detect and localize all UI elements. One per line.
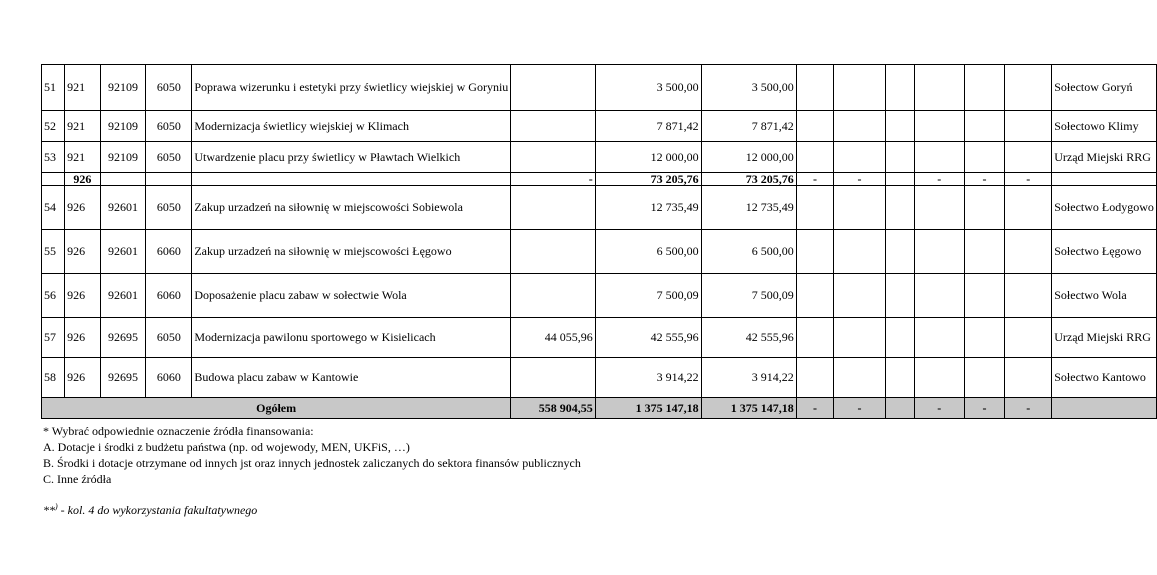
cell-e [964, 65, 1005, 111]
cell-nazwa [192, 173, 511, 186]
cell-lp: 53 [42, 142, 65, 173]
cell-e [964, 186, 1005, 230]
cell-kol5: 7 500,09 [595, 274, 701, 318]
cell-rozdzial: 92109 [100, 111, 146, 142]
cell-lp: 54 [42, 186, 65, 230]
cell-kol4 [511, 111, 596, 142]
cell-lp [42, 173, 65, 186]
cell-kol4 [511, 186, 596, 230]
cell-kol5: 7 871,42 [595, 111, 701, 142]
cell-dzial: 926 [65, 173, 100, 186]
cell-f [1005, 111, 1052, 142]
cell-paragraf: 6060 [146, 274, 192, 318]
cell-kol4 [511, 358, 596, 398]
cell-lp: 51 [42, 65, 65, 111]
cell-kol4 [511, 65, 596, 111]
note-header: * Wybrać odpowiednie oznaczenie źródła finansowania: [43, 424, 314, 438]
cell-kol5: 42 555,96 [595, 318, 701, 358]
cell-e [964, 318, 1005, 358]
table-row [42, 274, 1157, 318]
cell-b [834, 318, 886, 358]
cell-b [834, 111, 886, 142]
cell-f [1005, 230, 1052, 274]
cell-rozdzial: 92695 [100, 318, 146, 358]
cell-b [834, 65, 886, 111]
cell-rozdzial: 92109 [100, 142, 146, 173]
cell-kol5: 1 375 147,18 [595, 398, 701, 419]
cell-c [885, 173, 914, 186]
cell-d: - [914, 398, 964, 419]
cell-d [914, 318, 964, 358]
cell-c [885, 358, 914, 398]
cell-kol6: 42 555,96 [701, 318, 796, 358]
cell-kol4 [511, 274, 596, 318]
table-row [42, 318, 1157, 358]
cell-e [964, 111, 1005, 142]
cell-f [1005, 142, 1052, 173]
cell-nazwa: Modernizacja pawilonu sportowego w Kisielicach [192, 318, 511, 358]
cell-lp: 58 [42, 358, 65, 398]
cell-f: - [1005, 398, 1052, 419]
cell-a [796, 318, 834, 358]
subtotal-row [42, 173, 1157, 186]
cell-c [885, 186, 914, 230]
cell-lp: 55 [42, 230, 65, 274]
footnote-mark: ** [43, 503, 55, 517]
cell-b [834, 230, 886, 274]
cell-dzial: 921 [65, 111, 100, 142]
cell-d [914, 65, 964, 111]
cell-paragraf: 6050 [146, 142, 192, 173]
cell-kol4: 558 904,55 [511, 398, 596, 419]
cell-nazwa: Utwardzenie placu przy świetlicy w Pławtach Wielkich [192, 142, 511, 173]
cell-rozdzial: 92695 [100, 358, 146, 398]
cell-kol6: 3 500,00 [701, 65, 796, 111]
cell-kol6: 12 000,00 [701, 142, 796, 173]
cell-rozdzial: 92109 [100, 65, 146, 111]
cell-jednostka: Sołectwo Łęgowo [1052, 230, 1157, 274]
cell-e [964, 274, 1005, 318]
cell-dzial: 921 [65, 65, 100, 111]
cell-b [834, 186, 886, 230]
cell-d [914, 274, 964, 318]
cell-f [1005, 65, 1052, 111]
cell-kol6: 6 500,00 [701, 230, 796, 274]
cell-lp: 57 [42, 318, 65, 358]
cell-nazwa: Zakup urzadzeń na siłownię w miejscowości Sobiewola [192, 186, 511, 230]
cell-kol6: 7 500,09 [701, 274, 796, 318]
cell-d [914, 186, 964, 230]
cell-dzial: 926 [65, 318, 100, 358]
cell-e: - [964, 398, 1005, 419]
table-row [42, 358, 1157, 398]
cell-paragraf: 6050 [146, 186, 192, 230]
cell-nazwa: Doposażenie placu zabaw w sołectwie Wola [192, 274, 511, 318]
note-b: B. Środki i dotacje otrzymane od innych jst oraz innych jednostek zaliczanych do sektora finansów publicznych [43, 456, 581, 470]
note-c: C. Inne źródła [43, 472, 112, 486]
cell-lp: 52 [42, 111, 65, 142]
cell-c [885, 111, 914, 142]
table-row [42, 111, 1157, 142]
cell-f: - [1005, 173, 1052, 186]
cell-jednostka: Urząd Miejski RRG [1052, 318, 1157, 358]
total-row [42, 398, 1157, 419]
table-row [42, 186, 1157, 230]
cell-f [1005, 274, 1052, 318]
cell-paragraf: 6050 [146, 65, 192, 111]
cell-jednostka: Sołectwo Kantowo [1052, 358, 1157, 398]
cell-kol5: 73 205,76 [595, 173, 701, 186]
cell-c [885, 142, 914, 173]
cell-nazwa: Modernizacja świetlicy wiejskiej w Klimach [192, 111, 511, 142]
cell-jednostka: Sołectowo Klimy [1052, 111, 1157, 142]
cell-paragraf [146, 173, 192, 186]
footnote-text: - kol. 4 do wykorzystania fakultatywnego [57, 503, 258, 517]
cell-nazwa: Budowa placu zabaw w Kantowie [192, 358, 511, 398]
column-footnote [43, 502, 257, 518]
cell-b: - [834, 173, 886, 186]
cell-rozdzial: 92601 [100, 186, 146, 230]
table-row [42, 142, 1157, 173]
cell-d [914, 230, 964, 274]
cell-kol5: 6 500,00 [595, 230, 701, 274]
cell-c [885, 65, 914, 111]
cell-kol6: 1 375 147,18 [701, 398, 796, 419]
cell-c [885, 318, 914, 358]
cell-f [1005, 358, 1052, 398]
cell-b [834, 274, 886, 318]
funding-notes [43, 423, 581, 487]
cell-c [885, 398, 914, 419]
footnote-sup: ) [55, 502, 58, 511]
cell-paragraf: 6050 [146, 111, 192, 142]
cell-jednostka: Urząd Miejski RRG [1052, 142, 1157, 173]
table-row [42, 230, 1157, 274]
cell-kol4 [511, 230, 596, 274]
cell-a [796, 274, 834, 318]
cell-paragraf: 6060 [146, 230, 192, 274]
cell-a [796, 142, 834, 173]
cell-d [914, 111, 964, 142]
cell-b [834, 358, 886, 398]
cell-a [796, 230, 834, 274]
cell-lp: 56 [42, 274, 65, 318]
cell-jednostka: Sołectwo Wola [1052, 274, 1157, 318]
cell-dzial: 926 [65, 274, 100, 318]
cell-a [796, 111, 834, 142]
total-label: Ogółem [42, 398, 511, 419]
cell-kol6: 7 871,42 [701, 111, 796, 142]
cell-dzial: 926 [65, 230, 100, 274]
cell-e [964, 142, 1005, 173]
cell-dzial: 926 [65, 186, 100, 230]
cell-a: - [796, 173, 834, 186]
cell-d: - [914, 173, 964, 186]
cell-a [796, 65, 834, 111]
cell-d [914, 142, 964, 173]
cell-nazwa: Zakup urzadzeń na siłownię w miejscowości Łęgowo [192, 230, 511, 274]
cell-nazwa: Poprawa wizerunku i estetyki przy świetlicy wiejskiej w Goryniu [192, 65, 511, 111]
cell-e [964, 358, 1005, 398]
cell-kol4: - [511, 173, 596, 186]
cell-b: - [834, 398, 886, 419]
cell-dzial: 926 [65, 358, 100, 398]
cell-rozdzial: 92601 [100, 274, 146, 318]
table-row [42, 65, 1157, 111]
cell-jednostka: Sołectwo Łodygowo [1052, 186, 1157, 230]
budget-table [41, 64, 1157, 419]
cell-f [1005, 318, 1052, 358]
cell-kol6: 12 735,49 [701, 186, 796, 230]
cell-a [796, 358, 834, 398]
cell-kol6: 73 205,76 [701, 173, 796, 186]
cell-d [914, 358, 964, 398]
note-a: A. Dotacje i środki z budżetu państwa (np. od wojewody, MEN, UKFiS, …) [43, 440, 410, 454]
cell-b [834, 142, 886, 173]
cell-e [964, 230, 1005, 274]
cell-kol4: 44 055,96 [511, 318, 596, 358]
cell-kol5: 3 914,22 [595, 358, 701, 398]
cell-c [885, 274, 914, 318]
cell-jednostka: Sołectow Goryń [1052, 65, 1157, 111]
cell-rozdzial: 92601 [100, 230, 146, 274]
cell-kol5: 12 000,00 [595, 142, 701, 173]
cell-e: - [964, 173, 1005, 186]
cell-a: - [796, 398, 834, 419]
cell-kol6: 3 914,22 [701, 358, 796, 398]
cell-kol5: 12 735,49 [595, 186, 701, 230]
cell-kol4 [511, 142, 596, 173]
cell-jednostka [1052, 398, 1157, 419]
cell-jednostka [1052, 173, 1157, 186]
cell-rozdzial [100, 173, 146, 186]
cell-paragraf: 6050 [146, 318, 192, 358]
cell-kol5: 3 500,00 [595, 65, 701, 111]
cell-a [796, 186, 834, 230]
cell-dzial: 921 [65, 142, 100, 173]
cell-paragraf: 6060 [146, 358, 192, 398]
cell-c [885, 230, 914, 274]
cell-f [1005, 186, 1052, 230]
